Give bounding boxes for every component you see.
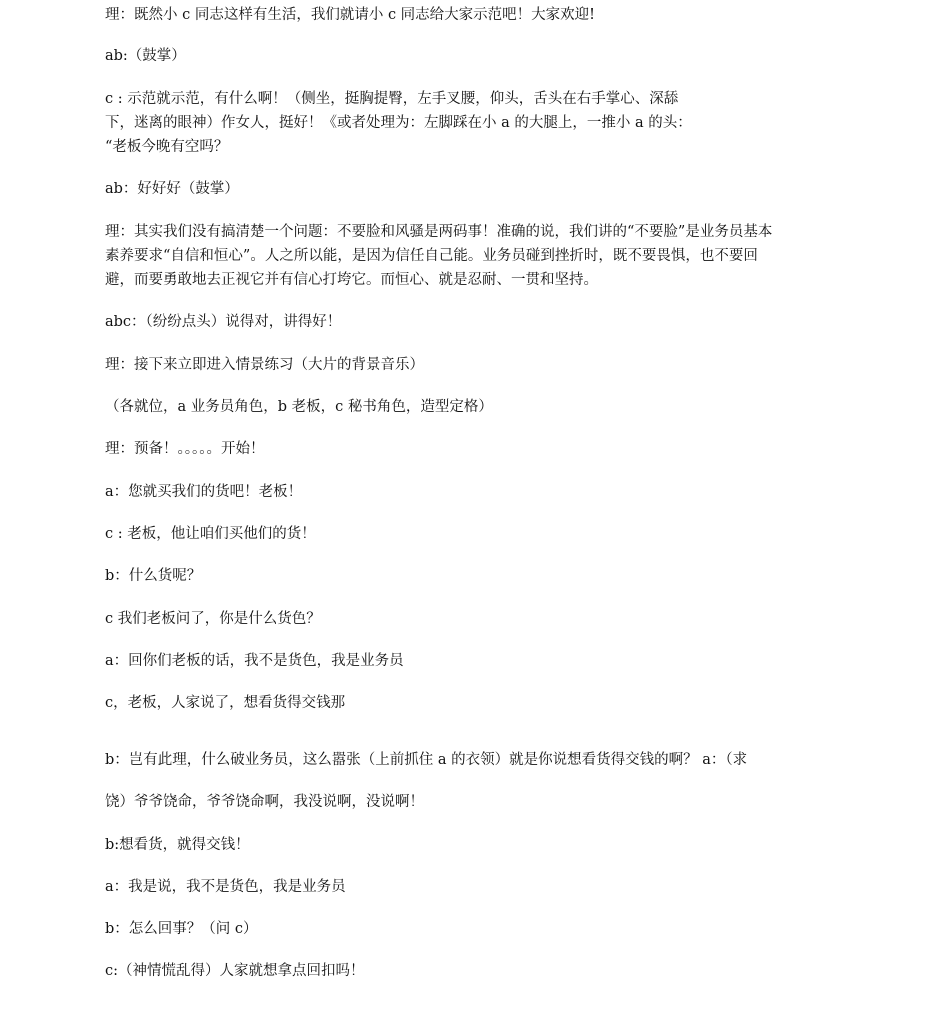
paragraph-line: b：怎么回事？（问 c）	[105, 921, 258, 937]
paragraph-line: 素养要求“自信和恒心”。人之所以能，是因为信任自己能。业务员碰到挫折时，既不要畏惧，也不要回	[105, 248, 758, 264]
paragraph-line: a：我是说，我不是货色，我是业务员	[105, 879, 346, 895]
paragraph-line: b：岂有此理，什么破业务员，这么嚣张（上前抓住 a 的衣领）就是你说想看货得交钱的啊？ a：（求	[105, 752, 748, 768]
paragraph-line: ab:（鼓掌）	[105, 48, 186, 64]
paragraph-line: b：什么货呢？	[105, 568, 202, 584]
dialogue-paragraph	[105, 177, 840, 201]
paragraph-line: ab：好好好（鼓掌）	[105, 181, 239, 197]
paragraph-line: 避，而要勇敢地去正视它并有信心打垮它。而恒心、就是忍耐、一贯和坚持。	[105, 272, 598, 288]
paragraph-line: 理：接下来立即进入情景练习（大片的背景音乐）	[105, 357, 424, 373]
paragraph-line: 理：预备！。。。。。开始！	[105, 441, 265, 457]
dialogue-paragraph	[105, 748, 840, 772]
paragraph-line: c : 示范就示范，有什么啊！（侧坐，挺胸提臀，左手叉腰，仰头，舌头在右手掌心、深舔	[105, 91, 679, 107]
dialogue-paragraph	[105, 437, 840, 461]
dialogue-paragraph	[105, 353, 840, 377]
dialogue-paragraph	[105, 522, 840, 546]
dialogue-paragraph	[105, 3, 840, 27]
dialogue-paragraph	[105, 44, 840, 68]
paragraph-line: a：回你们老板的话，我不是货色，我是业务员	[105, 653, 404, 669]
paragraph-line: “老板今晚有空吗？	[105, 139, 229, 155]
dialogue-paragraph	[105, 875, 840, 899]
paragraph-line: 下，迷离的眼神）作女人，挺好！《或者处理为：左脚踩在小 a 的大腿上，一推小 a 的头：	[105, 115, 692, 131]
paragraph-line: c，老板，人家说了，想看货得交钱那	[105, 695, 346, 711]
dialogue-paragraph	[105, 220, 840, 292]
paragraph-line: 饶）爷爷饶命，爷爷饶命啊，我没说啊，没说啊！	[105, 794, 424, 810]
paragraph-line: 理：既然小 c 同志这样有生活，我们就请小 c 同志给大家示范吧！大家欢迎!	[105, 7, 596, 23]
paragraph-line: abc：（纷纷点头）说得对，讲得好！	[105, 314, 342, 330]
dialogue-paragraph	[105, 480, 840, 504]
dialogue-paragraph	[105, 691, 840, 715]
paragraph-line: c : 老板，他让咱们买他们的货！	[105, 526, 316, 542]
paragraph-line: a：您就买我们的货吧！老板！	[105, 484, 303, 500]
paragraph-line: （各就位，a 业务员角色，b 老板，c 秘书角色，造型定格）	[105, 399, 493, 415]
paragraph-line: 理：其实我们没有搞清楚一个问题：不要脸和风骚是两码事！准确的说，我们讲的“不要脸”是业务员基本	[105, 224, 773, 240]
dialogue-paragraph	[105, 395, 840, 419]
dialogue-paragraph	[105, 790, 840, 814]
dialogue-paragraph	[105, 564, 840, 588]
dialogue-paragraph	[105, 649, 840, 673]
dialogue-paragraph	[105, 833, 840, 857]
dialogue-paragraph	[105, 917, 840, 941]
paragraph-line: c 我们老板问了，你是什么货色？	[105, 611, 321, 627]
dialogue-paragraph	[105, 310, 840, 334]
paragraph-line: c:（神情慌乱得）人家就想拿点回扣吗！	[105, 963, 365, 979]
dialogue-paragraph	[105, 607, 840, 631]
dialogue-paragraph	[105, 87, 840, 159]
dialogue-paragraph	[105, 959, 840, 983]
paragraph-line: b:想看货，就得交钱！	[105, 837, 250, 853]
